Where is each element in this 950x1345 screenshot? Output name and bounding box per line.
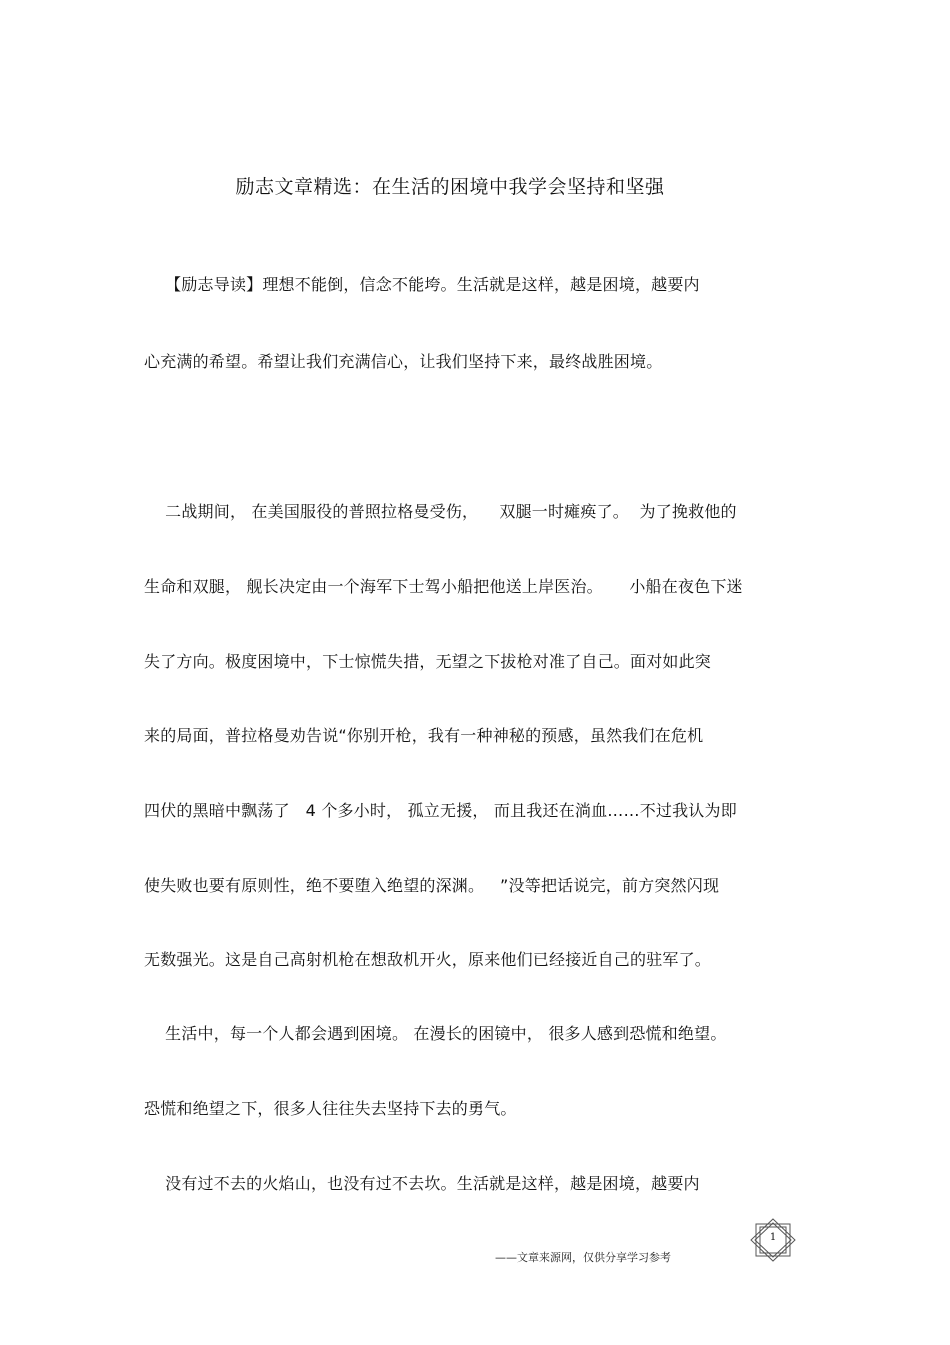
body-line-1: 二战期间， 在美国服役的普照拉格曼受伤， 双腿一时瘫痪了。 为了挽救他的 bbox=[144, 502, 737, 521]
body-line-10: 没有过不去的火焰山，也没有过不去坎。生活就是这样，越是困境，越要内 bbox=[144, 1174, 700, 1193]
body-line-4: 来的局面，普拉格曼劝告说“你别开枪，我有一种神秘的预感，虽然我们在危机 bbox=[144, 726, 704, 745]
body-line-3: 失了方向。极度困境中，下士惊慌失措，无望之下拔枪对准了自己。面对如此突 bbox=[144, 652, 712, 671]
page-number-badge bbox=[748, 1218, 798, 1262]
intro-line-1: 【励志导读】理想不能倒，信念不能垮。生活就是这样，越是困境，越要内 bbox=[144, 275, 700, 294]
body-line-8: 生活中，每一个人都会遇到困境。 在漫长的困镜中， 很多人感到恐慌和绝望。 bbox=[144, 1024, 727, 1043]
body-line-5: 四伏的黑暗中飘荡了 4 个多小时， 孤立无援， 而且我还在淌血……不过我认为即 bbox=[144, 801, 737, 820]
body-line-9: 恐慌和绝望之下，很多人往往失去坚持下去的勇气。 bbox=[144, 1099, 517, 1118]
article-title: 励志文章精选：在生活的困境中我学会坚持和坚强 bbox=[235, 176, 665, 198]
body-line-6: 使失败也要有原则性，绝不要堕入绝望的深渊。 ”没等把话说完，前方突然闪现 bbox=[144, 876, 720, 895]
intro-line-2: 心充满的希望。希望让我们充满信心，让我们坚持下来，最终战胜困境。 bbox=[144, 352, 663, 371]
body-line-2: 生命和双腿， 舰长决定由一个海军下士驾小船把他送上岸医治。 小船在夜色下迷 bbox=[144, 577, 743, 596]
page-number: 1 bbox=[769, 1232, 777, 1243]
body-line-7: 无数强光。这是自己高射机枪在想敌机开火，原来他们已经接近自己的驻军了。 bbox=[144, 950, 712, 969]
source-note: ——文章来源网，仅供分享学习参考 bbox=[495, 1251, 671, 1264]
